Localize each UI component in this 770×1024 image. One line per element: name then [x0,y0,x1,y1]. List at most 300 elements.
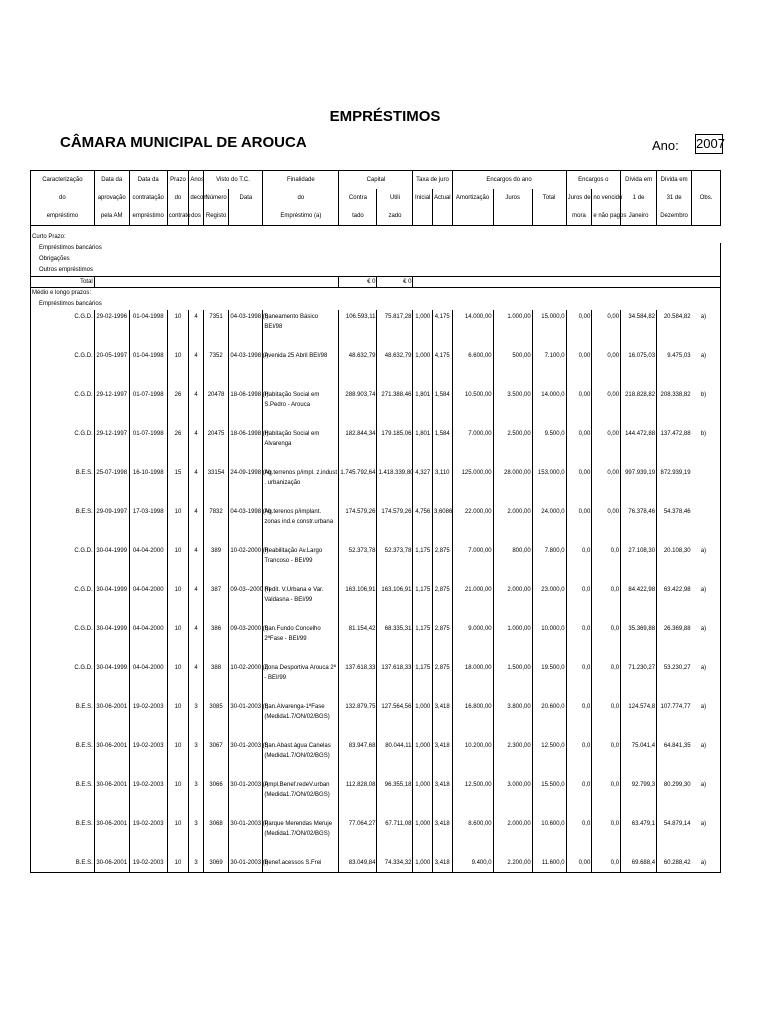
cell-overdue: 0,00 [592,388,621,427]
cell-overdue: 0,00 [592,466,621,505]
cell-purpose: Benef.acessos S.Frei [263,856,339,873]
visa-date: 10-02-2000 (I) [229,661,263,700]
cell-late-interest: 0,0 [566,700,592,739]
header-obs: Obs. [692,189,721,207]
cell-interest: 2.000,00 [493,583,532,622]
visa-date: 30-01-2003 (I) [229,856,263,873]
cell-amortization: 21.000,00 [452,583,493,622]
table-row [31,622,721,661]
header-divida-1: Dívida em [621,171,657,190]
cell-debt-dec-31: 20.108,30 [657,544,692,583]
header-total: Total [532,189,566,207]
header-data-aprovacao: Data da [94,171,129,190]
cell-purpose: Zona Desportiva Arouca 2ª - BEI/99 [263,661,339,700]
header-data-aprovacao-2: aprovação [94,189,129,207]
cell-term: 10 [167,817,189,856]
cell-purpose: San.Abast.água Canelas (Medida1.7/ON/02/BGS) [263,739,339,778]
cell-current-rate: 3,418 [432,700,452,739]
cell-current-rate: 3,418 [432,739,452,778]
header-caracterizacao-2: do [31,189,95,207]
cell-approval-date: 20-05-1997 [94,349,129,388]
cell-approval-date: 25-07-1998 [94,466,129,505]
cell-approval-date: 29-12-1997 [94,388,129,427]
table-row [31,661,721,700]
cell-obs: a) [700,856,721,873]
cell-contracted-capital: 83.947,68 [339,739,377,778]
header-juros-mora: Juros de [566,189,592,207]
table-row [31,739,721,778]
cell-contract-date: 17-03-1998 [129,505,167,544]
header-encargos-o: Encargos o [566,171,621,190]
cell-current-rate: 1,584 [432,427,452,466]
cell-contracted-capital: 163.106,91 [339,583,377,622]
cell-initial-rate: 1,175 [413,583,433,622]
cell-current-rate: 2,875 [432,544,452,583]
cell-initial-rate: 4,327 [413,466,433,505]
cell-overdue: 0,0 [592,817,621,856]
cell-obs: b) [700,388,721,427]
cell-used-capital: 52.373,78 [377,544,413,583]
header-data-aprovacao-3: pela AM [94,207,129,226]
header-janeiro: Janeiro [621,207,657,226]
cell-debt-dec-31: 80.299,30 [657,778,692,817]
cell-total: 7.100,0 [532,349,566,388]
cell-obs: a) [700,661,721,700]
cell-initial-rate: 1,000 [413,700,433,739]
cell-purpose: Reabilitação Av.Largo Trancoso - BEI/99 [263,544,339,583]
header-data-contratacao-2: contratação [129,189,167,207]
cell-contract-date: 01-07-1998 [129,388,167,427]
section-item: Empréstimos bancários [31,299,721,310]
visa-date: 10-02-2000 (I) [229,544,263,583]
cell-years: 4 [189,310,203,349]
cell-late-interest: 0,0 [566,778,592,817]
cell-approval-date: 30-06-2001 [94,739,129,778]
cell-registry-number: 3067 [203,739,229,778]
cell-initial-rate: 4,756 [413,505,433,544]
cell-registry-number: 33154 [203,466,229,505]
cell-years: 4 [189,388,203,427]
cell-purpose: San.Alvarenga-1ªFase (Medida1.7/ON/02/BGS) [263,700,339,739]
visa-date: 18-06-1998 (I) [229,427,263,466]
cell-current-rate: 3,6086 [432,505,452,544]
visa-date: 04-03-1998 (N) [229,505,263,544]
cell-term: 10 [167,505,189,544]
cell-years: 3 [189,739,203,778]
cell-total: 14.000,0 [532,388,566,427]
cell-contracted-capital: 112.828,08 [339,778,377,817]
cell-contract-date: 04-04-2000 [129,661,167,700]
visa-date: 04-03-1998 (I) [229,349,263,388]
table-row [31,310,721,349]
header-finalidade-2: do [263,189,339,207]
cell-debt-jan-1: 16.075,03 [621,349,657,388]
header-anos-3: dos [189,207,203,226]
cell-late-interest: 0,0 [566,622,592,661]
cell-late-interest: 0,00 [566,349,592,388]
cell-initial-rate: 1,801 [413,427,433,466]
cell-interest: 2.200,00 [493,856,532,873]
cell-years: 4 [189,661,203,700]
cell-debt-jan-1: 144.472,88 [621,427,657,466]
cell-term: 10 [167,739,189,778]
cell-initial-rate: 1,175 [413,622,433,661]
cell-total: 153.000,0 [532,466,566,505]
header-actual: Actual [432,189,452,207]
section-item: Obrigações [31,254,721,265]
cell-initial-rate: 1,000 [413,856,433,873]
cell-current-rate: 1,584 [432,388,452,427]
cell-current-rate: 3,418 [432,817,452,856]
cell-term: 10 [167,700,189,739]
cell-registry-number: 7352 [203,349,229,388]
header-contratado: Contra [339,189,377,207]
header-caracterizacao: Caracterização [31,171,95,190]
cell-initial-rate: 1,000 [413,739,433,778]
cell-debt-jan-1: 63.479,1 [621,817,657,856]
cell-contract-date: 04-04-2000 [129,583,167,622]
cell-contract-date: 19-02-2003 [129,739,167,778]
visa-date: 24-09-1998 (N) [229,466,263,505]
cell-contracted-capital: 48.632,79 [339,349,377,388]
header-no-vencido: no vencido [592,189,621,207]
cell-obs: a) [700,544,721,583]
header-anos-2: decorr. [189,189,203,207]
cell-debt-dec-31: 26.369,88 [657,622,692,661]
cell-entity: B.E.S. [31,739,95,778]
cell-amortization: 9.400,0 [452,856,493,873]
year-value: 2007 [695,134,723,154]
cell-overdue: 0,0 [592,622,621,661]
cell-interest: 500,00 [493,349,532,388]
cell-debt-dec-31: 54.378,46 [657,505,692,544]
visa-date: 18-06-1998 (I) [229,388,263,427]
cell-term: 26 [167,388,189,427]
header-prazo-2: do [167,189,189,207]
cell-current-rate: 4,175 [432,349,452,388]
header-data: Data [229,189,263,207]
cell-approval-date: 30-04-1999 [94,622,129,661]
cell-obs [700,466,721,505]
header-contratado-2: tado [339,207,377,226]
cell-years: 4 [189,583,203,622]
document-title: EMPRÉSTIMOS [329,108,441,125]
header-data-contratacao-3: empréstimo [129,207,167,226]
cell-years: 4 [189,466,203,505]
section-item: Outros empréstimos [31,265,721,277]
cell-entity: B.E.S. [31,856,95,873]
cell-initial-rate: 1,801 [413,388,433,427]
cell-entity: C.G.D. [31,583,95,622]
cell-term: 10 [167,349,189,388]
cell-amortization: 8.600,00 [452,817,493,856]
cell-interest: 1.000,00 [493,310,532,349]
header-prazo: Prazo [167,171,189,190]
cell-entity: C.G.D. [31,544,95,583]
cell-debt-dec-31: 107.774,77 [657,700,692,739]
cell-used-capital: 75.817,28 [377,310,413,349]
cell-used-capital: 127.564,56 [377,700,413,739]
header-anos: Anos [189,171,203,190]
cell-initial-rate: 1,175 [413,661,433,700]
total-label: Total [31,277,95,288]
cell-term: 10 [167,778,189,817]
cell-contracted-capital: 174.579,26 [339,505,377,544]
cell-registry-number: 387 [203,583,229,622]
total-utilizado: € 0 [377,277,413,288]
total-contratado: € 0 [339,277,377,288]
cell-entity: B.E.S. [31,700,95,739]
cell-entity: B.E.S. [31,817,95,856]
cell-amortization: 9.000,00 [452,622,493,661]
cell-purpose: Saneamento Básico BEI/98 [263,310,339,349]
cell-interest: 3.500,00 [493,388,532,427]
cell-debt-jan-1: 76.378,46 [621,505,657,544]
header-inicial: Inicial [413,189,433,207]
cell-current-rate: 4,175 [432,310,452,349]
cell-entity: C.G.D. [31,622,95,661]
cell-term: 10 [167,310,189,349]
cell-amortization: 6.600,00 [452,349,493,388]
header-divida-31-2: 31 de [657,189,692,207]
cell-late-interest: 0,00 [566,856,592,873]
visa-date: 30-01-2003 (I) [229,700,263,739]
cell-obs: a) [700,349,721,388]
cell-late-interest: 0,0 [566,817,592,856]
cell-contract-date: 19-02-2003 [129,778,167,817]
cell-obs: a) [700,622,721,661]
cell-initial-rate: 1,000 [413,349,433,388]
header-visto: Visto do T.C. [203,171,263,190]
section-medio-longo: Médio e longo prazos: [31,288,721,300]
cell-registry-number: 3069 [203,856,229,873]
cell-overdue: 0,00 [592,505,621,544]
cell-interest: 2.000,00 [493,505,532,544]
cell-overdue: 0,0 [592,661,621,700]
cell-registry-number: 3066 [203,778,229,817]
cell-total: 20.600,0 [532,700,566,739]
cell-interest: 1.000,00 [493,622,532,661]
cell-debt-dec-31: 54.879,14 [657,817,692,856]
cell-used-capital: 80.044,11 [377,739,413,778]
cell-used-capital: 179.185,06 [377,427,413,466]
cell-years: 3 [189,856,203,873]
cell-approval-date: 30-06-2001 [94,778,129,817]
visa-date: 30-01-2003 (I) [229,739,263,778]
cell-contract-date: 16-10-1998 [129,466,167,505]
cell-used-capital: 174.579,26 [377,505,413,544]
cell-debt-dec-31: 60.288,42 [657,856,692,873]
section-item: Empréstimos bancários [31,243,721,254]
cell-entity: C.G.D. [31,661,95,700]
cell-interest: 3.000,00 [493,778,532,817]
cell-term: 26 [167,427,189,466]
header-taxa: Taxa de juro [413,171,452,190]
cell-amortization: 10.200,00 [452,739,493,778]
cell-used-capital: 163.106,91 [377,583,413,622]
cell-purpose: Habitação Social em Alvarenga [263,427,339,466]
cell-approval-date: 29-12-1997 [94,427,129,466]
cell-debt-jan-1: 35.369,88 [621,622,657,661]
cell-contracted-capital: 81.154,42 [339,622,377,661]
cell-total: 23.000,0 [532,583,566,622]
cell-years: 4 [189,505,203,544]
cell-used-capital: 271.388,46 [377,388,413,427]
cell-entity: B.E.S. [31,505,95,544]
cell-amortization: 7.000,00 [452,427,493,466]
cell-used-capital: 48.632,79 [377,349,413,388]
cell-total: 10.600,0 [532,817,566,856]
cell-overdue: 0,0 [592,778,621,817]
cell-interest: 2.000,00 [493,817,532,856]
table-row [31,700,721,739]
cell-total: 24.000,0 [532,505,566,544]
cell-approval-date: 30-04-1999 [94,544,129,583]
loans-table [30,170,721,873]
header-divida-1-2: 1 de [621,189,657,207]
cell-term: 10 [167,622,189,661]
cell-obs: a) [700,817,721,856]
cell-contracted-capital: 52.373,78 [339,544,377,583]
table-row [31,583,721,622]
header-mora: mora [566,207,592,226]
header-utilizado-2: zado [377,207,413,226]
cell-contract-date: 19-02-2003 [129,817,167,856]
cell-debt-dec-31: 137.472,88 [657,427,692,466]
cell-approval-date: 30-06-2001 [94,700,129,739]
cell-purpose: Redit. V.Urbana e Var. Valdasna - BEI/99 [263,583,339,622]
cell-current-rate: 3,110 [432,466,452,505]
cell-overdue: 0,00 [592,427,621,466]
table-row [31,388,721,427]
cell-years: 4 [189,622,203,661]
cell-term: 10 [167,661,189,700]
cell-total: 11.600,0 [532,856,566,873]
cell-approval-date: 29-02-1996 [94,310,129,349]
visa-date: 09-03-2000 (I) [229,622,263,661]
cell-contract-date: 19-02-2003 [129,856,167,873]
cell-late-interest: 0,00 [566,427,592,466]
cell-amortization: 7.000,00 [452,544,493,583]
cell-debt-dec-31: 64.841,35 [657,739,692,778]
cell-contract-date: 04-04-2000 [129,622,167,661]
header-dezembro: Dezembro [657,207,692,226]
cell-used-capital: 96.355,18 [377,778,413,817]
header-nao-pagos: e não pagos [592,207,621,226]
cell-term: 10 [167,583,189,622]
cell-contract-date: 01-07-1998 [129,427,167,466]
cell-contracted-capital: 182.844,34 [339,427,377,466]
cell-years: 4 [189,544,203,583]
cell-total: 10.000,0 [532,622,566,661]
cell-amortization: 12.500,00 [452,778,493,817]
cell-approval-date: 30-04-1999 [94,583,129,622]
cell-approval-date: 30-06-2001 [94,856,129,873]
header-encargos-ano: Encargos do ano [452,171,566,190]
year-label: Ano: [652,138,679,153]
cell-debt-jan-1: 34.584,82 [621,310,657,349]
cell-late-interest: 0,0 [566,583,592,622]
cell-total: 12.500,0 [532,739,566,778]
cell-approval-date: 30-06-2001 [94,817,129,856]
cell-entity: C.G.D. [31,310,95,349]
cell-years: 3 [189,778,203,817]
cell-contract-date: 01-04-1998 [129,349,167,388]
cell-registry-number: 388 [203,661,229,700]
cell-debt-dec-31: 53.230,27 [657,661,692,700]
cell-contracted-capital: 132.879,75 [339,700,377,739]
table-row [31,544,721,583]
cell-purpose: Habitação Social em S.Pedro - Arouca [263,388,339,427]
cell-overdue: 0,00 [592,349,621,388]
cell-total: 9.500,0 [532,427,566,466]
cell-years: 3 [189,817,203,856]
cell-debt-dec-31: 208.338,82 [657,388,692,427]
header-caracterizacao-3: empréstimo [31,207,95,226]
cell-current-rate: 2,875 [432,661,452,700]
header-utilizado: Utili [377,189,413,207]
cell-contract-date: 01-04-1998 [129,310,167,349]
cell-total: 15.500,0 [532,778,566,817]
cell-purpose: Parque Merendas Meruje (Medida1.7/ON/02/BGS) [263,817,339,856]
cell-obs: a) [700,583,721,622]
cell-late-interest: 0,00 [566,466,592,505]
cell-contracted-capital: 83.049,84 [339,856,377,873]
cell-used-capital: 1.418.339,80 [377,466,413,505]
cell-entity: B.E.S. [31,778,95,817]
cell-late-interest: 0,00 [566,505,592,544]
cell-debt-jan-1: 124.574,8 [621,700,657,739]
cell-debt-jan-1: 71.230,27 [621,661,657,700]
cell-obs [700,505,721,544]
cell-years: 4 [189,349,203,388]
cell-contracted-capital: 288.903,74 [339,388,377,427]
cell-overdue: 0,0 [592,739,621,778]
cell-obs: a) [700,739,721,778]
cell-obs: a) [700,700,721,739]
cell-term: 10 [167,856,189,873]
header-juros: Juros [493,189,532,207]
table-row [31,427,721,466]
cell-registry-number: 389 [203,544,229,583]
cell-overdue: 0,0 [592,544,621,583]
table-row [31,817,721,856]
cell-interest: 2.500,00 [493,427,532,466]
cell-debt-jan-1: 997.939,19 [621,466,657,505]
table-row [31,349,721,388]
cell-entity: B.E.S. [31,466,95,505]
cell-overdue: 0,00 [592,310,621,349]
cell-entity: C.G.D. [31,388,95,427]
cell-debt-dec-31: 9.475,03 [657,349,692,388]
visa-date: 09-03--2000 (I) [229,583,263,622]
visa-date: 30-01-2003 (I) [229,778,263,817]
cell-debt-jan-1: 69.688,4 [621,856,657,873]
cell-total: 19.500,0 [532,661,566,700]
cell-debt-dec-31: 63.422,98 [657,583,692,622]
cell-obs: a) [700,310,721,349]
header-divida-31: Dívida em [657,171,692,190]
cell-registry-number: 386 [203,622,229,661]
cell-contract-date: 19-02-2003 [129,700,167,739]
cell-total: 15.000,0 [532,310,566,349]
cell-contracted-capital: 137.618,33 [339,661,377,700]
cell-registry-number: 7351 [203,310,229,349]
cell-contracted-capital: 77.064,27 [339,817,377,856]
cell-term: 15 [167,466,189,505]
table-row [31,505,721,544]
cell-amortization: 14.000,00 [452,310,493,349]
